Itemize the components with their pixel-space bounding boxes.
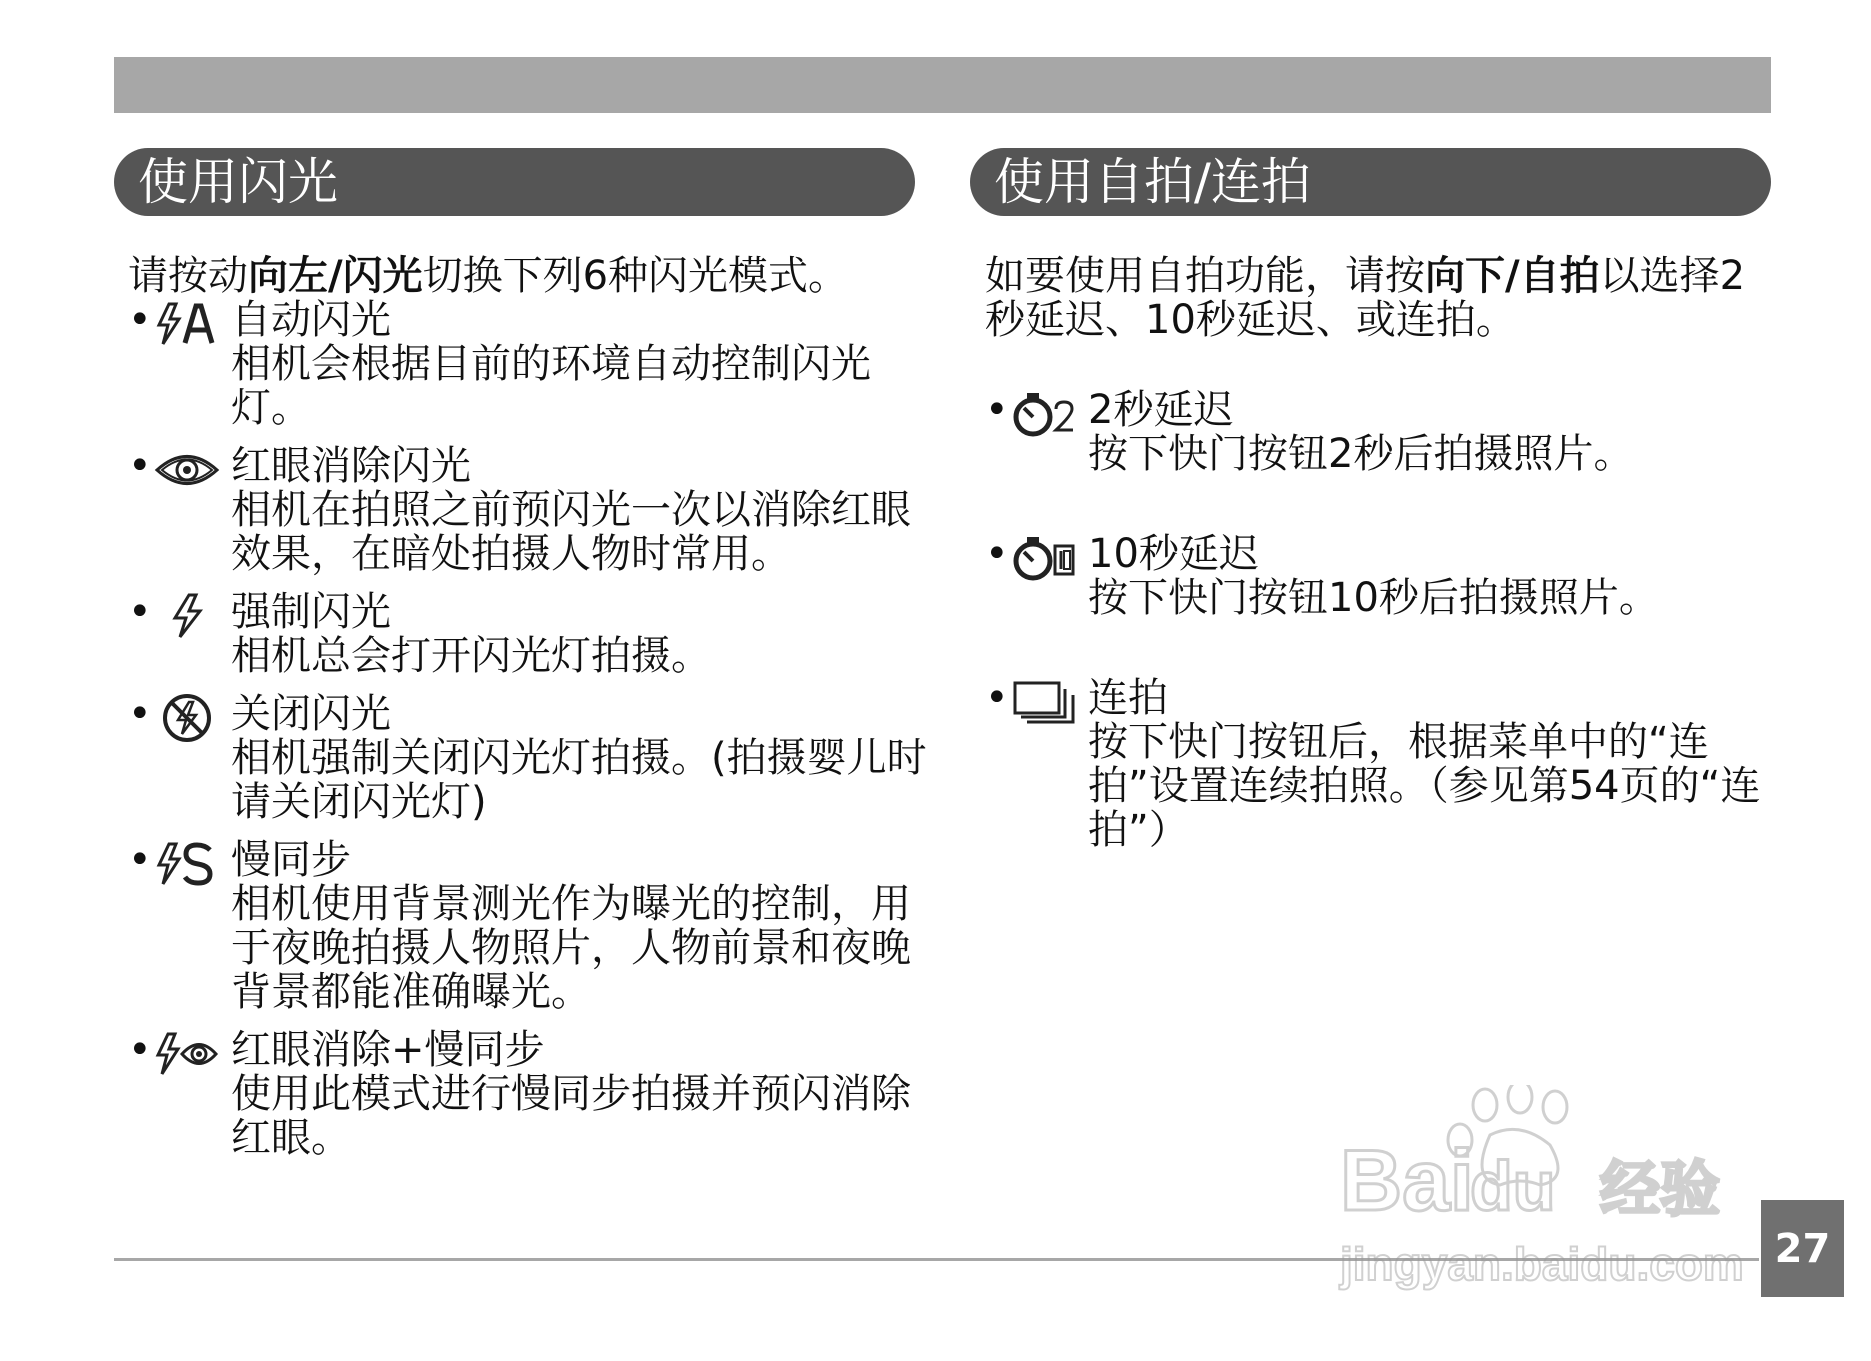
flash-mode-item: • 红眼消除闪光 相机在拍照之前预闪光一次以消除红眼效果，在暗处拍摄人物时常用。 xyxy=(128,443,911,577)
timer-mode-item: • 连拍 按下快门按钮后，根据菜单中的“连拍”设置连续拍照。（参见第54页的“连拍”） xyxy=(985,675,1761,853)
bullet: • xyxy=(128,837,152,883)
page-number: 27 xyxy=(1761,1200,1844,1297)
bullet: • xyxy=(128,297,152,343)
watermark-suffix: 经验 xyxy=(1600,1155,1720,1225)
flash-mode-item: • 强制闪光 相机总会打开闪光灯拍摄。 xyxy=(128,589,711,679)
red-eye-icon xyxy=(154,444,220,496)
slow-sync-icon xyxy=(154,838,220,890)
flash-mode-item: • 红眼消除+慢同步 使用此模式进行慢同步拍摄并预闪消除红眼。 xyxy=(128,1027,911,1161)
burst-icon xyxy=(1011,676,1077,728)
self-timer-intro: 如要使用自拍功能，请按向下/自拍以选择2秒延迟、10秒延迟、或连拍。 xyxy=(985,253,1746,343)
flash-mode-item: • 慢同步 相机使用背景测光作为曝光的控制，用于夜晚拍摄人物照片，人物前景和夜晚背景都能准确曝光。 xyxy=(128,837,911,1015)
watermark-url: jingyan.baidu.com xyxy=(1340,1238,1744,1290)
watermark-brand2: du xyxy=(1470,1147,1556,1225)
flash-section xyxy=(128,254,948,1160)
bullet: • xyxy=(128,691,152,737)
baidu-watermark xyxy=(1330,1085,1780,1305)
bullet: • xyxy=(128,589,152,635)
section-heading-self-timer: 使用自拍/连拍 xyxy=(970,148,1771,216)
flash-mode-item: • 关闭闪光 相机强制关闭闪光灯拍摄。(拍摄婴儿时请关闭闪光灯) xyxy=(128,691,927,825)
flash-off-icon xyxy=(154,692,220,744)
red-eye-slow-sync-icon xyxy=(154,1028,220,1080)
timer-mode-item: • 10秒延迟 按下快门按钮10秒后拍摄照片。 xyxy=(985,531,1659,621)
bullet: • xyxy=(128,443,152,489)
bullet: • xyxy=(985,387,1009,433)
self-timer-section xyxy=(985,254,1775,852)
bullet: • xyxy=(985,675,1009,721)
timer-2s-icon xyxy=(1011,388,1077,440)
bullet: • xyxy=(128,1027,152,1073)
section-heading-flash: 使用闪光 xyxy=(114,148,915,216)
flash-forced-icon xyxy=(154,590,220,642)
paw-logo-icon xyxy=(1330,1085,1780,1305)
flash-mode-item: • 自动闪光 相机会根据目前的环境自动控制闪光灯。 xyxy=(128,297,871,431)
timer-10s-icon xyxy=(1011,532,1077,584)
watermark-brand: Bai xyxy=(1340,1133,1474,1229)
header-bar xyxy=(114,57,1771,113)
timer-mode-item: • 2秒延迟 按下快门按钮2秒后拍摄照片。 xyxy=(985,387,1634,477)
flash-intro: 请按动向左/闪光切换下列6种闪光模式。 xyxy=(128,253,849,299)
bullet: • xyxy=(985,531,1009,577)
flash-auto-icon xyxy=(154,298,220,350)
